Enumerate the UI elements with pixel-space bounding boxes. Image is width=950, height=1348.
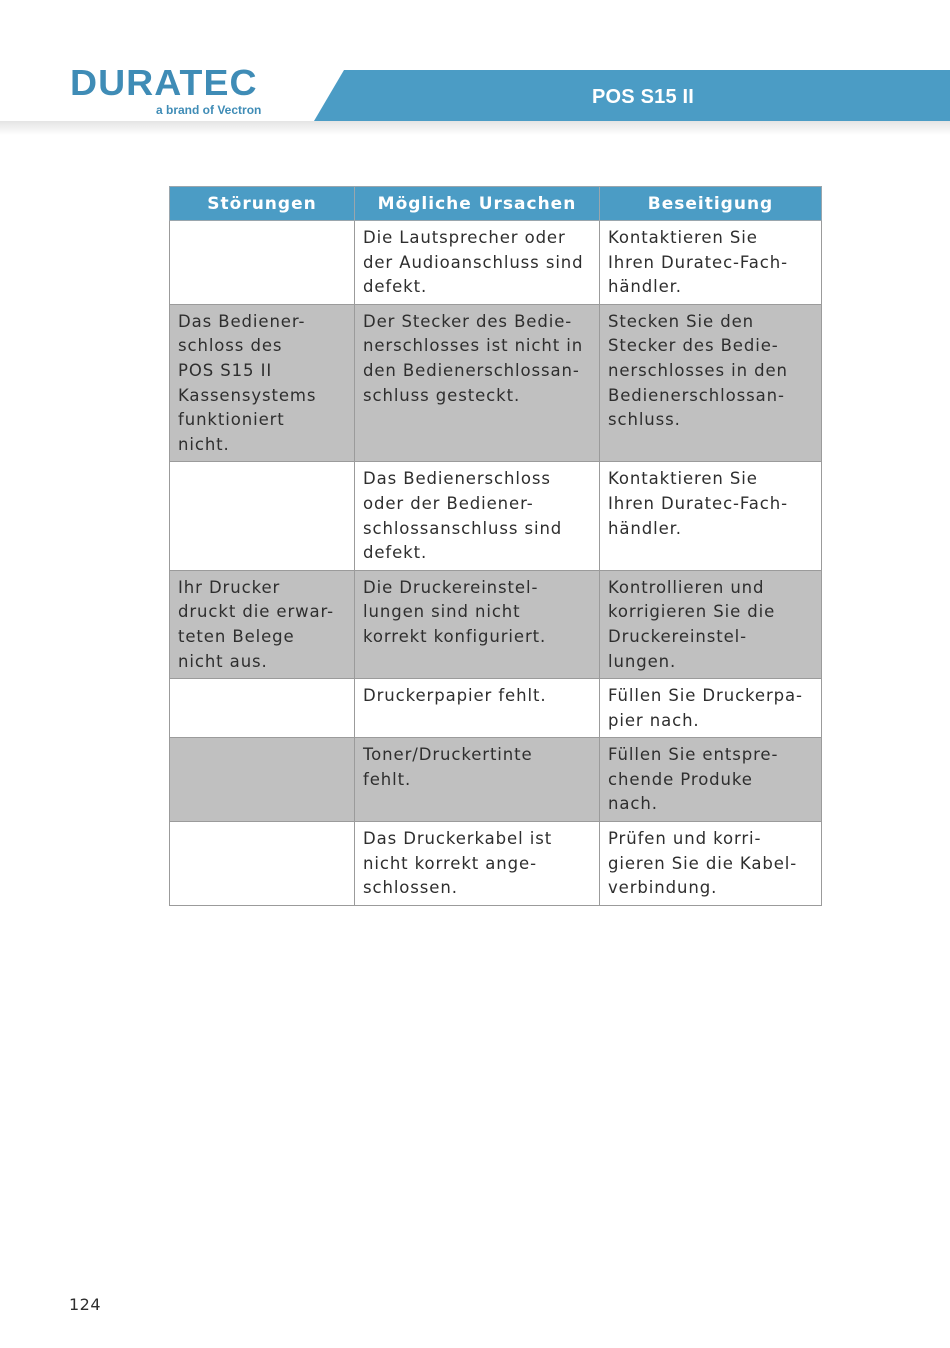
duratec-logo bbox=[70, 62, 296, 118]
cell-beseitigung: Kontaktieren Sie Ihren Duratec-Fach- händler. bbox=[600, 462, 822, 570]
header-shadow bbox=[0, 121, 950, 135]
page-number: 124 bbox=[69, 1295, 102, 1314]
column-header-beseitigung: Beseitigung bbox=[600, 187, 822, 221]
column-header-stoerungen: Störungen bbox=[170, 187, 355, 221]
cell-stoerung bbox=[170, 221, 355, 305]
table-row bbox=[170, 570, 822, 678]
cell-ursache: Das Druckerkabel ist nicht korrekt ange- schlossen. bbox=[355, 822, 600, 906]
cell-beseitigung: Füllen Sie Druckerpa- pier nach. bbox=[600, 679, 822, 738]
cell-ursache: Das Bedienerschloss oder der Bediener- schlossanschluss sind defekt. bbox=[355, 462, 600, 570]
logo-tagline: a brand of Vectron bbox=[156, 103, 262, 117]
cell-beseitigung: Stecken Sie den Stecker des Bedie- nerschlosses in den Bedienerschlossan- schluss. bbox=[600, 304, 822, 462]
cell-beseitigung: Prüfen und korri- gieren Sie die Kabel- verbindung. bbox=[600, 822, 822, 906]
cell-ursache: Toner/Druckertinte fehlt. bbox=[355, 738, 600, 822]
cell-beseitigung: Füllen Sie entspre- chende Produke nach. bbox=[600, 738, 822, 822]
table-row bbox=[170, 679, 822, 738]
cell-stoerung bbox=[170, 462, 355, 570]
table-row bbox=[170, 221, 822, 305]
column-header-ursachen: Mögliche Ursachen bbox=[355, 187, 600, 221]
cell-stoerung bbox=[170, 738, 355, 822]
table-row bbox=[170, 822, 822, 906]
cell-stoerung: Das Bediener- schloss des POS S15 II Kassensystems funktioniert nicht. bbox=[170, 304, 355, 462]
table-row bbox=[170, 462, 822, 570]
cell-stoerung bbox=[170, 822, 355, 906]
table-row bbox=[170, 304, 822, 462]
cell-stoerung: Ihr Drucker druckt die erwar- teten Belege nicht aus. bbox=[170, 570, 355, 678]
cell-stoerung bbox=[170, 679, 355, 738]
troubleshooting-table bbox=[169, 186, 822, 906]
cell-ursache: Die Lautsprecher oder der Audioanschluss sind defekt. bbox=[355, 221, 600, 305]
cell-ursache: Die Druckereinstel- lungen sind nicht korrekt konfiguriert. bbox=[355, 570, 600, 678]
logo-wordmark: DURATEC bbox=[70, 62, 258, 103]
cell-beseitigung: Kontrollieren und korrigieren Sie die Druckereinstel- lungen. bbox=[600, 570, 822, 678]
cell-ursache: Der Stecker des Bedie- nerschlosses ist nicht in den Bedienerschlossan- schluss gesteckt. bbox=[355, 304, 600, 462]
document-title: POS S15 II bbox=[592, 86, 695, 108]
cell-ursache: Druckerpapier fehlt. bbox=[355, 679, 600, 738]
table-header-row bbox=[170, 187, 822, 221]
cell-beseitigung: Kontaktieren Sie Ihren Duratec-Fach- händler. bbox=[600, 221, 822, 305]
table-row bbox=[170, 738, 822, 822]
page-header bbox=[0, 0, 950, 135]
